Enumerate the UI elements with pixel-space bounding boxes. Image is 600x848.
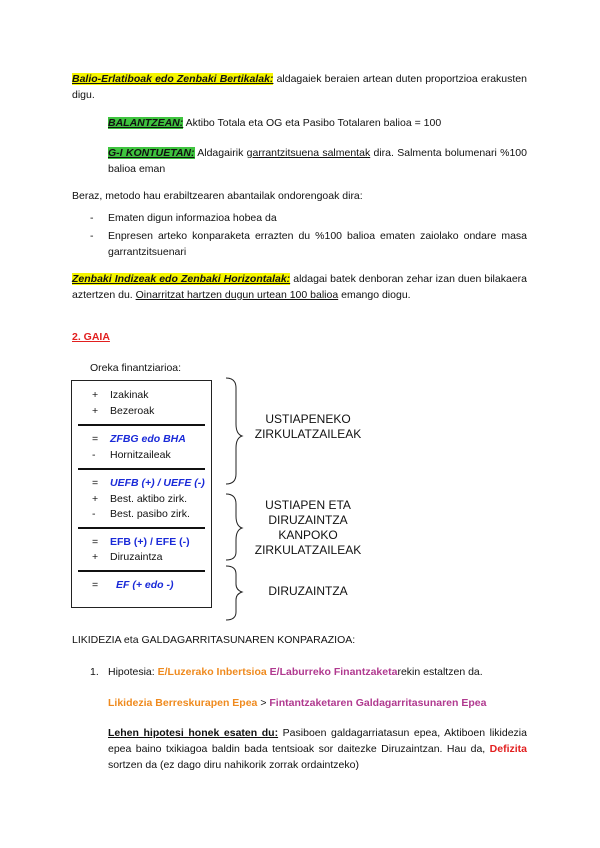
- paragraph-lehen-hipotesi: [108, 725, 527, 773]
- paragraph-zenbaki-indizeak: [72, 271, 527, 303]
- comparison-line: [108, 697, 486, 709]
- box-row: [92, 551, 163, 563]
- text-balio-erlatiboak: aldagaiek beraien artean duten proportzioa erakusten digu.: [72, 73, 527, 101]
- bullet-dash: -: [90, 230, 94, 242]
- lehen-text-a: Pasiboen galdagarriatasun epea, Aktiboen likidezia epea baino txikiagoa baldin bada tentsioak sor daitezke Diruzaintzan. Hau da,: [108, 727, 527, 755]
- oreka-box: [71, 380, 212, 608]
- brace-icon: [226, 494, 242, 560]
- paragraph-gi-kontuetan: [108, 145, 527, 177]
- text-indizeak-underlined: Oinarritzat hartzen dugun urtean 100 balioa: [135, 289, 339, 301]
- row-sign: =: [92, 433, 99, 445]
- box-row: [92, 579, 173, 591]
- lehen-red: Defizita: [489, 743, 527, 755]
- box-row: [92, 508, 190, 520]
- term-gi-kontuetan: G-I KONTUETAN:: [108, 147, 195, 159]
- row-text: Hornitzaileak: [110, 449, 171, 461]
- row-sign: +: [92, 551, 99, 563]
- list-number: 1.: [90, 666, 99, 678]
- box-row: [92, 389, 149, 401]
- bullet-text: Enpresen arteko konparaketa errazten du %100 balioa ematen zaiolako ondare masa garrantzitsuenari: [108, 230, 527, 258]
- bullet-item: [90, 210, 527, 226]
- row-sign: =: [92, 579, 99, 591]
- oreka-title: Oreka finantziarioa:: [90, 362, 182, 374]
- box-separator: [78, 570, 205, 572]
- comparison-operator: >: [257, 697, 270, 709]
- row-text: Izakinak: [110, 389, 149, 401]
- bracket-label-ustiapeneko: [248, 412, 368, 442]
- row-sign: =: [92, 536, 99, 548]
- text-balantzean: Aktibo Totala eta OG eta Pasibo Totalaren balioa = 100: [183, 117, 442, 129]
- bracket-line: USTIAPEN ETA: [265, 498, 351, 512]
- bracket-line: USTIAPENEKO: [265, 412, 351, 426]
- row-text: Bezeroak: [110, 405, 155, 417]
- section-title: 2. GAIA: [72, 331, 110, 343]
- comparison-right: Fintantzaketaren Galdagarritasunaren Epea: [269, 697, 487, 709]
- box-separator: [78, 527, 205, 529]
- row-text: EF (+ edo -): [116, 579, 174, 591]
- box-separator: [78, 424, 205, 426]
- bullet-dash: -: [90, 212, 94, 224]
- lehen-text-b: sortzen da (ez dago diru nahikorik zorrak ordaintzeko): [108, 759, 359, 771]
- row-text: Best. pasibo zirk.: [110, 508, 190, 520]
- hipotesia-label: Hipotesia:: [108, 666, 158, 678]
- term-balio-erlatiboak: Balio-Erlatiboak edo Zenbaki Bertikalak:: [72, 73, 274, 85]
- row-text: Best. aktibo zirk.: [110, 493, 188, 505]
- brace-icon: [226, 566, 242, 620]
- comparison-left: Likidezia Berreskurapen Epea: [108, 697, 258, 709]
- bullet-item: [90, 228, 527, 260]
- row-sign: +: [92, 493, 99, 505]
- row-sign: -: [92, 449, 96, 461]
- hipotesia-orange: E/Luzerako Inbertsioa: [157, 666, 267, 678]
- row-sign: -: [92, 508, 96, 520]
- row-sign: =: [92, 477, 99, 489]
- paragraph-balantzean: [108, 115, 527, 131]
- paragraph-balio-erlatiboak: [72, 71, 527, 103]
- row-text: UEFB (+) / UEFE (-): [110, 477, 205, 489]
- box-row: [92, 477, 205, 489]
- box-separator: [78, 468, 205, 470]
- bracket-line: DIRUZAINTZA: [268, 513, 348, 527]
- hipotesia-purple: E/Laburreko Finantzaketa: [269, 666, 398, 678]
- box-row: [92, 493, 187, 505]
- bracket-line: ZIRKULATZAILEAK: [254, 543, 362, 557]
- text-indizeak-a: aldagai batek denboran zehar izan duen bilakaera aztertzen du.: [72, 273, 527, 301]
- lehen-underlined: Lehen hipotesi honek esaten du:: [108, 727, 279, 739]
- bracket-line: DIRUZAINTZA: [268, 584, 348, 598]
- bracket-label-diruzaintza: [248, 584, 368, 599]
- advantages-intro: Beraz, metodo hau erabiltzearen abantailak ondorengoak dira:: [72, 190, 363, 202]
- box-row: [92, 405, 154, 417]
- text-gi-underlined: garrantzitsuena salmentak: [246, 147, 371, 159]
- hipotesia-line: [90, 666, 530, 678]
- term-balantzean: BALANTZEAN:: [108, 117, 184, 129]
- text-gi-a: Aldagairik: [194, 147, 247, 159]
- bracket-label-kanpoko: [248, 498, 368, 558]
- box-row: [92, 433, 186, 445]
- text-gi-b: dira. Salmenta bolumenari %100 balioa eman: [108, 147, 527, 175]
- bracket-line: ZIRKULATZAILEAK: [254, 427, 362, 441]
- term-zenbaki-indizeak: Zenbaki Indizeak edo Zenbaki Horizontalak:: [72, 273, 291, 285]
- box-row: [92, 536, 190, 548]
- hipotesia-rest: rekin estaltzen da.: [397, 666, 483, 678]
- row-sign: +: [92, 405, 99, 417]
- bullet-text: Ematen digun informazioa hobea da: [108, 212, 277, 224]
- likidezia-title: LIKIDEZIA eta GALDAGARRITASUNAREN KONPARAZIOA:: [72, 634, 356, 646]
- row-text: Diruzaintza: [110, 551, 163, 563]
- text-indizeak-b: emango diogu.: [338, 289, 411, 301]
- box-row: [92, 449, 171, 461]
- row-text: EFB (+) / EFE (-): [110, 536, 190, 548]
- bracket-line: KANPOKO: [278, 528, 338, 542]
- row-sign: +: [92, 389, 99, 401]
- row-text: ZFBG edo BHA: [110, 433, 186, 445]
- brace-icon: [226, 378, 242, 484]
